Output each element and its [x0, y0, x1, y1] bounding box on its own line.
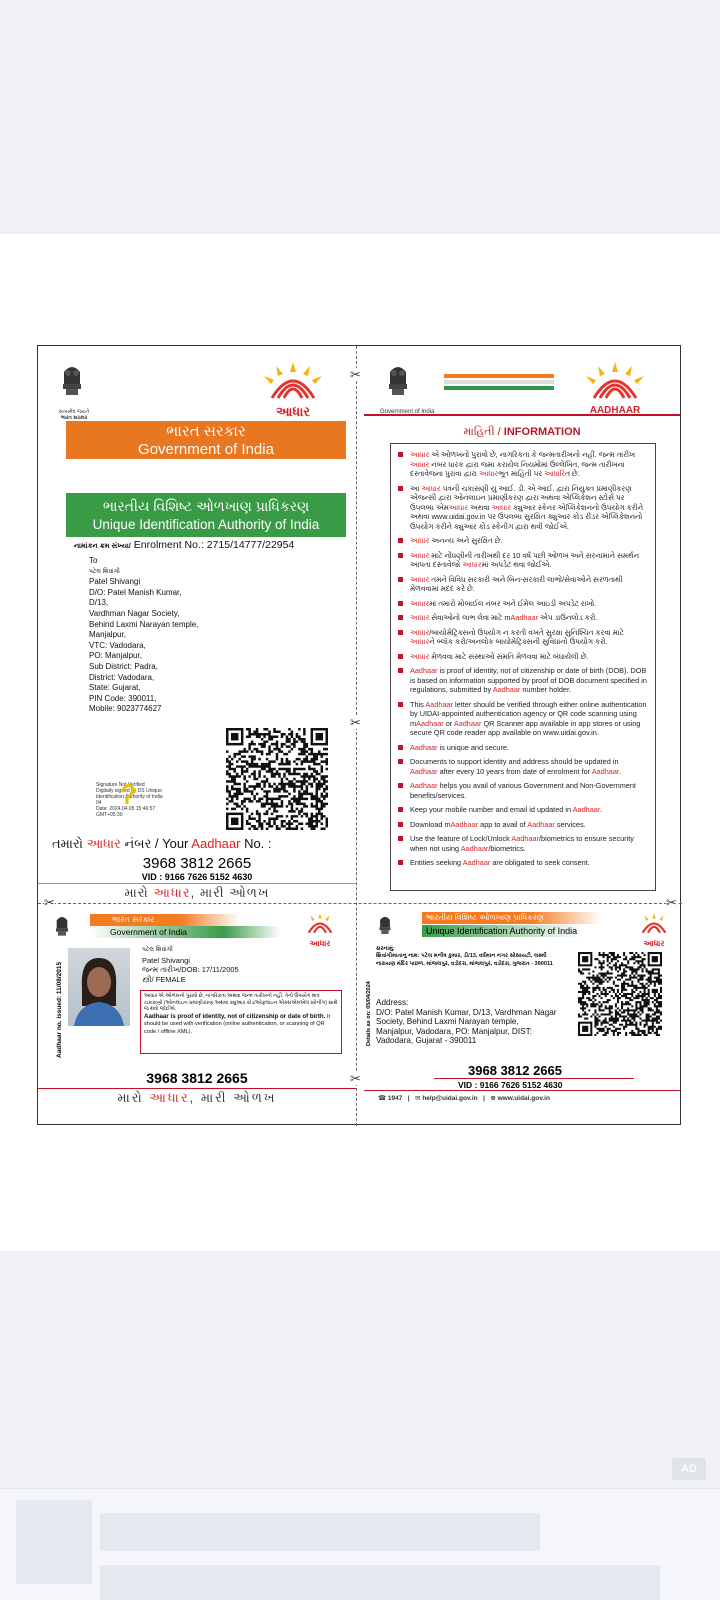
- card-dob: જન્મ તારીખ/DOB: 17/11/2005: [142, 965, 239, 974]
- card-back: [364, 906, 680, 1124]
- uidai-gu: ભારતીય વિશિષ્ટ ઓળખાણ પ્રાધિકરણ: [102, 498, 310, 514]
- your-aadhaar-gu3: નંબર / Your: [120, 836, 192, 851]
- address-line: To: [89, 556, 98, 565]
- card-back-red-rule: [364, 1090, 680, 1091]
- scissors-icon: ✂: [350, 715, 361, 730]
- address-line: VTC: Vadodara,: [89, 640, 146, 650]
- address-line: District: Vadodara,: [89, 672, 155, 682]
- signature-tz: GMT+05:30: [96, 812, 123, 818]
- tagline-1: મારો: [124, 885, 154, 900]
- vid-number: VID : 9166 7626 5152 4630: [141, 872, 253, 882]
- card-note-en: It should be used with verification (online authentication, or scanning of QR code / offline XML).: [144, 1013, 331, 1035]
- emblem-text-1: સત્યમેવ જયતે: [58, 409, 90, 415]
- phone-icon: ☎: [378, 1095, 387, 1102]
- contact-phone: 1947: [387, 1095, 403, 1102]
- signature-detail: Digitally signed by DS Unique Identification Authority of India 04: [96, 788, 163, 806]
- card-gov-en: Government of India: [110, 927, 188, 937]
- cut-line-vertical: [356, 346, 364, 1126]
- enrol-value: Enrolment No.: 2715/14777/22954: [130, 539, 295, 551]
- address-line: D/O: Patel Manish Kumar,: [89, 587, 182, 597]
- tricolor-orange: [444, 374, 554, 378]
- card-logo-text: આધાર: [309, 939, 331, 948]
- card-aadhaar-logo: [300, 912, 340, 948]
- contact-email: help@uidai.gov.in: [422, 1095, 478, 1102]
- info-item: આધાર સેવાઓનો લાભ લેવા માટે mAadhaar એપ ડાઉનલોડ કરો.: [397, 613, 647, 623]
- your-aadhaar-label: [52, 836, 272, 852]
- verified-check-icon: [118, 782, 138, 806]
- info-item: Use the feature of Lock/Unlock Aadhaar/biometrics to ensure security when not using Aadhaar/biometrics.: [397, 834, 647, 853]
- card-note-box: [140, 990, 342, 1054]
- globe-icon: ⊕: [490, 1095, 496, 1102]
- card-back-uidai-en-band: [422, 925, 622, 937]
- info-title: [364, 426, 680, 439]
- card-tagline: [38, 1090, 356, 1106]
- signature-title: Signature Not Verified: [96, 782, 145, 788]
- ad-label: AD: [672, 1458, 706, 1480]
- tagline: [38, 885, 356, 901]
- aadhaar-letter: [37, 345, 681, 1125]
- card-back-address-gu: [376, 946, 566, 968]
- card-tagline-1: મારો: [117, 1090, 150, 1105]
- address-line: Mobile: 9023774627: [89, 704, 162, 714]
- info-item: Aadhaar helps you avail of various Government and Non-Government benefits/services.: [397, 781, 647, 800]
- ad-thumbnail: [16, 1500, 92, 1584]
- tricolor-white: [444, 380, 554, 384]
- card-back-uidai-gu-band: [422, 912, 602, 924]
- scissors-icon: ✂: [350, 367, 361, 382]
- photo-portrait-icon: [68, 948, 130, 1026]
- info-item: Aadhaar is proof of identity, not of citizenship or date of birth (DOB). DOB is based on information supported by proof of DOB document specified in regulations, submitted by Aadhaar number holder.: [397, 666, 647, 695]
- your-aadhaar-gu1: તમારો: [52, 836, 87, 851]
- gov-en: Government of India: [138, 441, 274, 458]
- info-title-gu: માહિતી /: [463, 426, 504, 438]
- card-gov-en-band: [90, 926, 280, 938]
- address-line: પટેલ શિવાંગી: [89, 568, 120, 575]
- tagline-3: , મારી ઓળખ: [190, 885, 270, 900]
- aadhaar-sun-logo-icon: [576, 360, 654, 400]
- qr-code: [226, 728, 328, 830]
- card-note-en-bold: Aadhaar is proof of identity, not of citizenship or date of birth.: [144, 1012, 326, 1020]
- card-front: [38, 906, 356, 1124]
- info-item: Keep your mobile number and email id updated in Aadhaar.: [397, 805, 647, 815]
- card-red-rule: [38, 1088, 356, 1089]
- card-note-gu: આધાર એ ઓળખનો પુરાવો છે, નાગરિકતા અથવા જન્મ તારીખનો નહીં. તેનો ઉપયોગ માત્ર ચકાસણી (ઓનલાઇન પ્રમાણીકરણ અથવા ક્યુઆર કોડ/ઓફલાઇન એક્સએમએલ સ્કેનીંગ) સાથે જ થવો જોઈએ.: [144, 993, 338, 1012]
- card-back-logo: [634, 912, 674, 948]
- qr-code-graphic: [578, 952, 662, 1036]
- address-line: PIN Code: 390011,: [89, 693, 157, 703]
- address-line: Behind Laxmi Narayan temple,: [89, 619, 199, 629]
- aadhaar-logo-text: આધાર: [275, 404, 311, 419]
- aadhaar-logo: [256, 360, 330, 419]
- info-item: આધાર/બાયોમેટ્રિક્સનો ઉપયોગ ન કરતી વખતે સુરક્ષા સુનિશ્ચિત કરવા માટે આધારને બ્લૉક કરો/અનલોક બાયોમેટ્રિક્સની સુવિધાનો ઉપયોગ કરો.: [397, 628, 647, 647]
- info-item: આધારમાં તમારો મોબાઈલ નંબર અને ઈમેલ આઇડી અપડેટ રાખો.: [397, 599, 647, 609]
- ashoka-emblem-icon: [374, 912, 396, 940]
- address-line: Vardhman Nagar Society,: [89, 608, 180, 618]
- contact-web: www.uidai.gov.in: [497, 1095, 550, 1102]
- divider: [38, 883, 356, 884]
- qr-code-graphic: [226, 728, 328, 830]
- ashoka-emblem-icon: [54, 360, 90, 404]
- address-line: State: Gujarat,: [89, 683, 141, 693]
- info-item: Documents to support identity and address should be updated in Aadhaar after every 10 years from date of enrolment for Aadhaar.: [397, 757, 647, 776]
- ad-text-placeholder: [100, 1565, 660, 1600]
- tagline-2: આધાર: [153, 885, 191, 900]
- scissors-icon: ✂: [350, 1071, 361, 1086]
- mail-icon: ✉: [415, 1095, 421, 1102]
- card-aadhaar-number: 3968 3812 2665: [146, 1070, 248, 1086]
- card-back-qr-code: [578, 952, 662, 1036]
- card-back-addr-gu-label: સરનામું:: [376, 946, 395, 952]
- info-item: આધાર મેળવવા માટે સંસ્થાઓ સંમતિ મેળવવા માટે બંધાયેલી છે.: [397, 652, 647, 662]
- emblem-text-2: ભારત સરકાર: [60, 415, 88, 421]
- enrol-label-gu: નામાંકન ક્રમ સંખ્યા/: [74, 543, 131, 550]
- card-tagline-3: , મારી ઓળખ: [189, 1090, 277, 1105]
- card-gov-gu: ભારત સરકાર: [112, 915, 155, 924]
- uidai-banner: [66, 493, 346, 537]
- back-aadhaar-logo: [576, 360, 654, 416]
- info-list: [397, 450, 647, 868]
- your-aadhaar-en2: Aadhaar: [191, 836, 241, 851]
- aadhaar-sun-logo-icon: [634, 912, 674, 934]
- card-back-uidai-gu: ભારતીય વિશિષ્ટ ઓળખાણ પ્રાધિકરણ: [426, 913, 544, 922]
- card-back-aadhaar-number: 3968 3812 2665: [468, 1063, 562, 1078]
- info-item: Download mAadhaar app to avail of Aadhaar services.: [397, 820, 647, 830]
- info-item: આધાર એ ઓળખનો પુરાવો છે, નાગરિકતા કે જન્મતારીખનો નહીં. જન્મ તારીખ આધાર નંબર ધારક દ્વારા જમા કરાયેલ નિયમોમાં ઉલ્લેખિત, જન્મ તારીખના દસ્તાવેજના પુરાવા દ્વારા આધારભૂત માહિતી પર આધારિત છે.: [397, 450, 647, 479]
- info-item: આધાર અનન્ય અને સુરક્ષિત છે.: [397, 536, 647, 546]
- card-holder-details: [142, 946, 342, 984]
- info-box: [390, 443, 656, 891]
- address-line: Manjalpur,: [89, 630, 126, 640]
- tricolor-green: [444, 386, 554, 390]
- card-back-addr-en: D/O: Patel Manish Kumar, D/13, Vardhman Nagar Society, Behind Laxmi Narayan temple, Manjalpur, Vadodara, PO: Manjalpur, DIST: Vadodara, Gujarat - 390011: [376, 1007, 557, 1046]
- back-gov-en: Government of India: [380, 409, 435, 415]
- card-issued-date: Aadhaar no. issued: 11/08/2015: [56, 961, 63, 1058]
- card-name-en: Patel Shivangi: [142, 955, 190, 965]
- card-back-uidai-en: Unique Identification Authority of India: [426, 926, 578, 936]
- info-item: આધાર તમને વિવિધ સરકારી અને બિન-સરકારી લાભો/સેવાઓને સરળતાથી મેળવવામાં મદદ કરે છે.: [397, 575, 647, 594]
- card-back-logo-text: આધાર: [643, 939, 665, 948]
- signature-date: Date: 2024.04.05 15:46:57: [96, 806, 156, 812]
- gov-banner: [66, 421, 346, 459]
- your-aadhaar-gu2: આધાર: [86, 836, 121, 851]
- card-gender: સ્ત્રી/ FEMALE: [142, 974, 186, 984]
- aadhaar-sun-logo-icon: [256, 360, 330, 400]
- red-rule: [364, 414, 680, 416]
- recipient-address: [89, 556, 269, 715]
- card-name-gu: પટેલ શિવાંગી: [142, 947, 173, 953]
- info-item: This Aadhaar letter should be verified through either online authentication by UIDAI-appointed authentication agency or QR code scanning using mAadhaar or Aadhaar QR Scanner app available in app stores or using secure QR code reader app available on www.uidai.gov.in.: [397, 700, 647, 738]
- card-back-vid: VID : 9166 7626 5152 4630: [434, 1078, 634, 1090]
- uidai-en: Unique Identification Authority of India: [92, 517, 320, 532]
- card-back-details-date: Details as on: 05/04/2024: [366, 981, 372, 1046]
- aadhaar-number: 3968 3812 2665: [142, 855, 252, 872]
- address-line: Sub District: Padra,: [89, 661, 158, 671]
- signature-block: [96, 782, 166, 818]
- back-emblem: [380, 360, 440, 415]
- info-item: આધાર માટે નોંધણીની તારીખથી દર 10 વર્ષ પછી ઓળખ અને સરનામાને સમર્થન આપતા દસ્તાવેજો આધારમાં અપડેટ થવા જોઈએ.: [397, 551, 647, 570]
- scissors-icon: ✂: [44, 895, 55, 910]
- card-gov-gu-band: [90, 914, 240, 926]
- aadhaar-sun-logo-icon: [300, 912, 340, 934]
- back-logo-text: AADHAAR: [589, 405, 641, 416]
- card-tagline-2: આધાર: [149, 1090, 190, 1105]
- card-back-contact: ☎ 1947 | ✉ help@uidai.gov.in | ⊕ www.uidai.gov.in: [378, 1095, 550, 1102]
- card-back-addr-gu: શિવાંગીમાતાનુ નામ: પટેલ મનીષ કુમાર, ડી/13, વર્ધમાન નગર સોસાયટી, લક્ષ્મી નારાયણ મંદિર પાછળ, માંજલપુર, વડોદરા, માંજલપુર, વડોદરા, ગુજરાત - 390011: [376, 953, 553, 967]
- card-back-address-en: [376, 998, 558, 1046]
- enrolment-number: [74, 539, 294, 551]
- emblem: [54, 360, 94, 421]
- scissors-icon: ✂: [666, 895, 677, 910]
- gov-gu: ભારત સરકાર: [166, 423, 246, 440]
- address-line: Patel Shivangi: [89, 577, 141, 587]
- top-strip: [0, 0, 720, 234]
- your-aadhaar-en3: No. :: [240, 836, 272, 851]
- info-item: Entities seeking Aadhaar are obligated to seek consent.: [397, 858, 647, 868]
- ashoka-emblem-icon: [380, 360, 416, 404]
- ad-title-placeholder: [100, 1513, 540, 1551]
- cut-line-horizontal: [38, 903, 682, 904]
- photo: [68, 948, 130, 1026]
- info-item: Aadhaar is unique and secure.: [397, 743, 647, 753]
- address-line: D/13,: [89, 598, 109, 608]
- address-line: PO: Manjalpur,: [89, 651, 142, 661]
- info-item: આ આધાર પત્રની ચકાસણી યુ આઈ. ડી. એ આઈ. દ્વારા નિયુક્ત પ્રમાણીકરણ એજન્સી દ્વારા ઓનલાઇન પ્રમાણીકરણ દ્વારા અથવા એપ્લિકેશન સ્ટોર્સ પર ઉપલબ્ધ એમઆધાર અથવા આધાર ક્યુઆર સ્કેનર એપ્લિકેશનનો ઉપયોગ કરીને અથવા www.uidai.gov.in પર ઉપલબ્ધ સુરક્ષિત ક્યુઆર કોડ રીડર એપ્લિકેશનનો ઉપયોગ કરીને ક્યુઆર કોડ સ્કેનીંગ દ્વારા થવી જોઈએ.: [397, 484, 647, 532]
- card-back-addr-en-label: Address:: [376, 998, 409, 1007]
- ashoka-emblem-icon: [50, 912, 74, 942]
- info-title-en: INFORMATION: [503, 426, 581, 438]
